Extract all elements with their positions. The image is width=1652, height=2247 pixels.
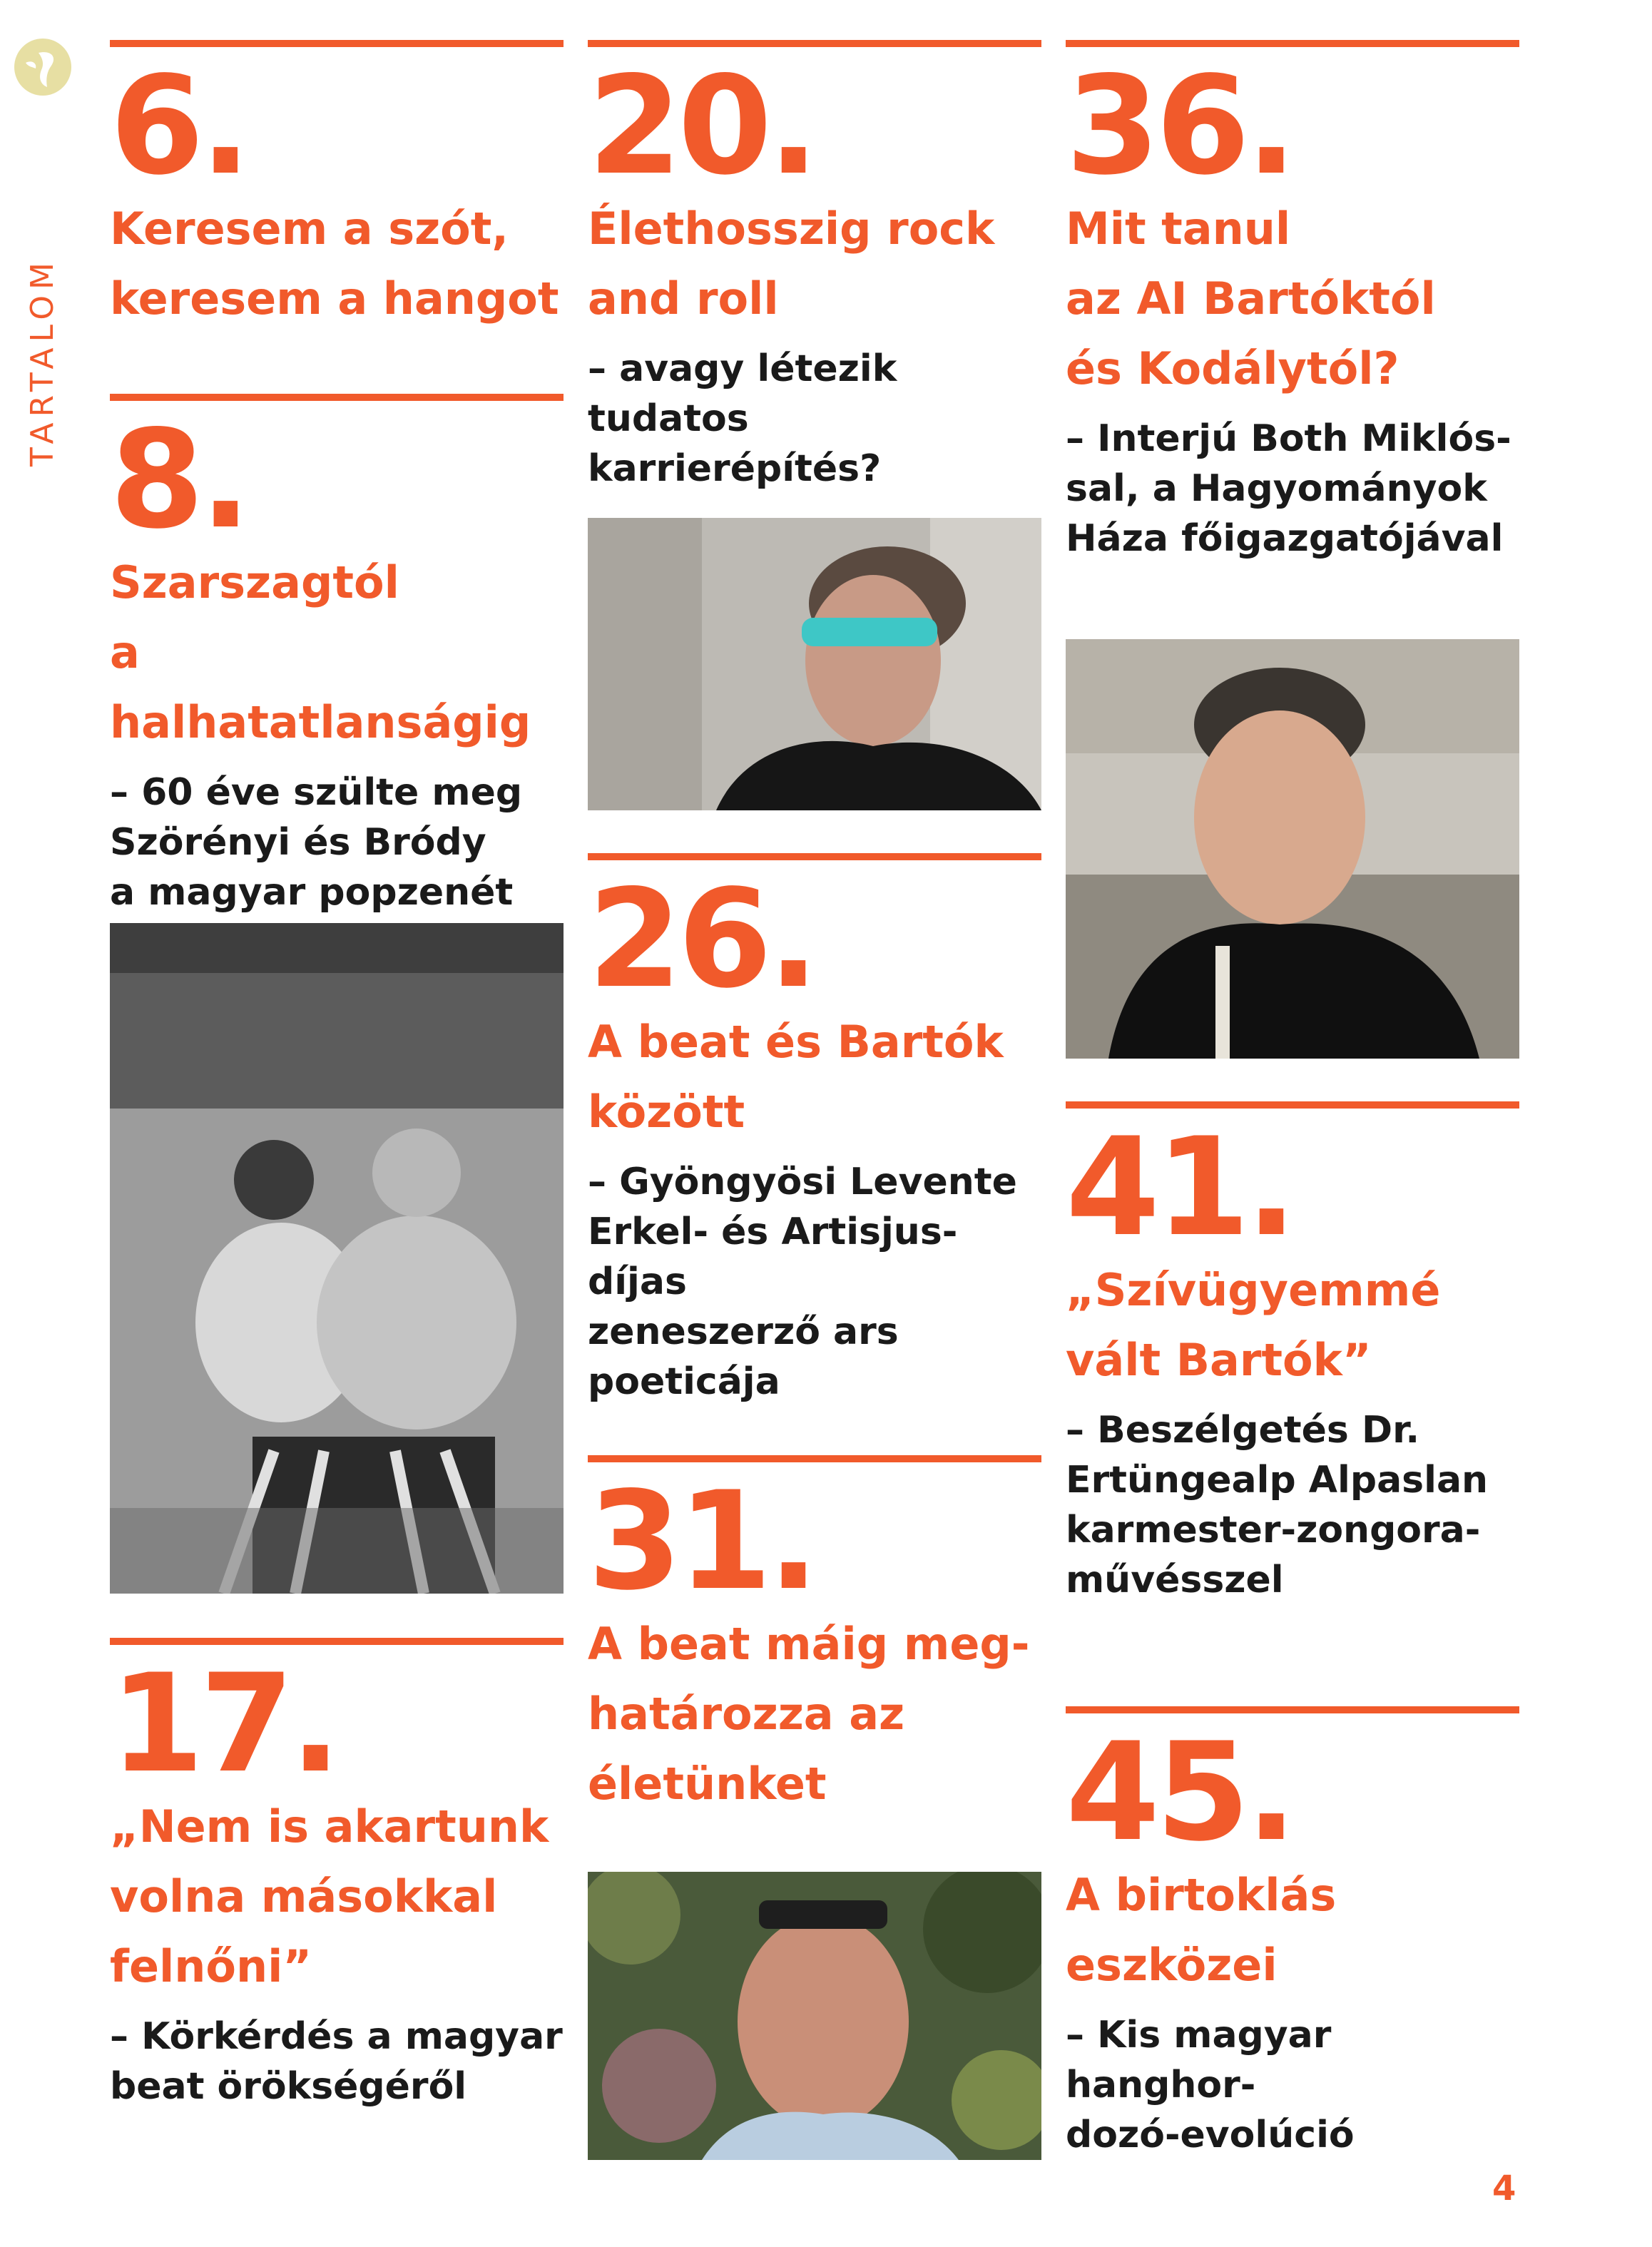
page-ref: 36.	[1066, 47, 1293, 205]
divider	[110, 40, 564, 47]
toc-entry-31[interactable]	[588, 1455, 1041, 1819]
article-title: A birtoklás eszközei	[1066, 1869, 1337, 1991]
toc-entry-8[interactable]	[110, 394, 564, 917]
divider	[110, 1638, 564, 1645]
toc-entry-45[interactable]	[1066, 1706, 1519, 2160]
page-ref: 8.	[110, 401, 248, 559]
page-ref: 45.	[1066, 1713, 1293, 1871]
divider	[588, 1455, 1041, 1462]
divider	[1066, 1101, 1519, 1109]
section-label: TARTALOM	[24, 257, 61, 467]
page-ref: 17.	[110, 1645, 337, 1803]
toc-entry-41[interactable]	[1066, 1101, 1519, 1605]
photo-man-portrait	[1066, 639, 1519, 1059]
page-ref: 41.	[1066, 1109, 1293, 1266]
divider	[1066, 1706, 1519, 1713]
toc-entry-36[interactable]	[1066, 40, 1519, 564]
article-title: A beat máig meg- határozza az életünket	[588, 1618, 1030, 1810]
article-title: Mit tanul az AI Bartóktól és Kodálytól?	[1066, 203, 1436, 394]
toc-entry-6[interactable]	[110, 40, 564, 334]
article-subtitle: – Gyöngyösi Levente Erkel- és Artisjus-díjas zeneszerző ars poeticája	[588, 1161, 1017, 1403]
article-subtitle: – 60 éve szülte meg Szörényi és Bródy a magyar popzenét	[110, 771, 523, 914]
toc-entry-17[interactable]	[110, 1638, 564, 2111]
article-subtitle: – Beszélgetés Dr. Ertüngealp Alpaslan karmester-zongora- művésszel	[1066, 1409, 1489, 1601]
article-subtitle: – Körkérdés a magyar beat örökségéről	[110, 2015, 563, 2108]
article-subtitle: – Interjú Both Miklós- sal, a Hagyományok Háza főigazgatójával	[1066, 417, 1511, 560]
photo-man-greenery	[588, 1872, 1041, 2160]
logo-icon	[10, 34, 76, 100]
page-ref: 20.	[588, 47, 815, 205]
article-subtitle: – avagy létezik tudatos karrierépítés?	[588, 347, 897, 490]
article-title: „Nem is akartunk volna másokkal felnőni”	[110, 1800, 549, 1992]
page-ref: 26.	[588, 860, 815, 1018]
page-ref: 6.	[110, 47, 248, 205]
article-subtitle: – Kis magyar hanghor- dozó-evolúció	[1066, 2014, 1355, 2156]
article-title: Keresem a szót, keresem a hangot	[110, 203, 559, 325]
page-ref: 31.	[588, 1462, 815, 1620]
page-number: 4	[1492, 2169, 1516, 2208]
photo-man-sunglasses	[588, 518, 1041, 810]
article-title: Szarszagtól a halhatatlanságig	[110, 556, 531, 748]
photo-bw-musicians	[110, 923, 564, 1594]
divider	[588, 853, 1041, 860]
divider	[110, 394, 564, 401]
divider	[1066, 40, 1519, 47]
article-title: A beat és Bartók között	[588, 1016, 1004, 1138]
divider	[588, 40, 1041, 47]
article-title: „Szívügyemmé vált Bartók”	[1066, 1264, 1441, 1386]
article-title: Élethosszig rock and roll	[588, 203, 995, 325]
toc-entry-26[interactable]	[588, 853, 1041, 1407]
toc-entry-20[interactable]	[588, 40, 1041, 494]
